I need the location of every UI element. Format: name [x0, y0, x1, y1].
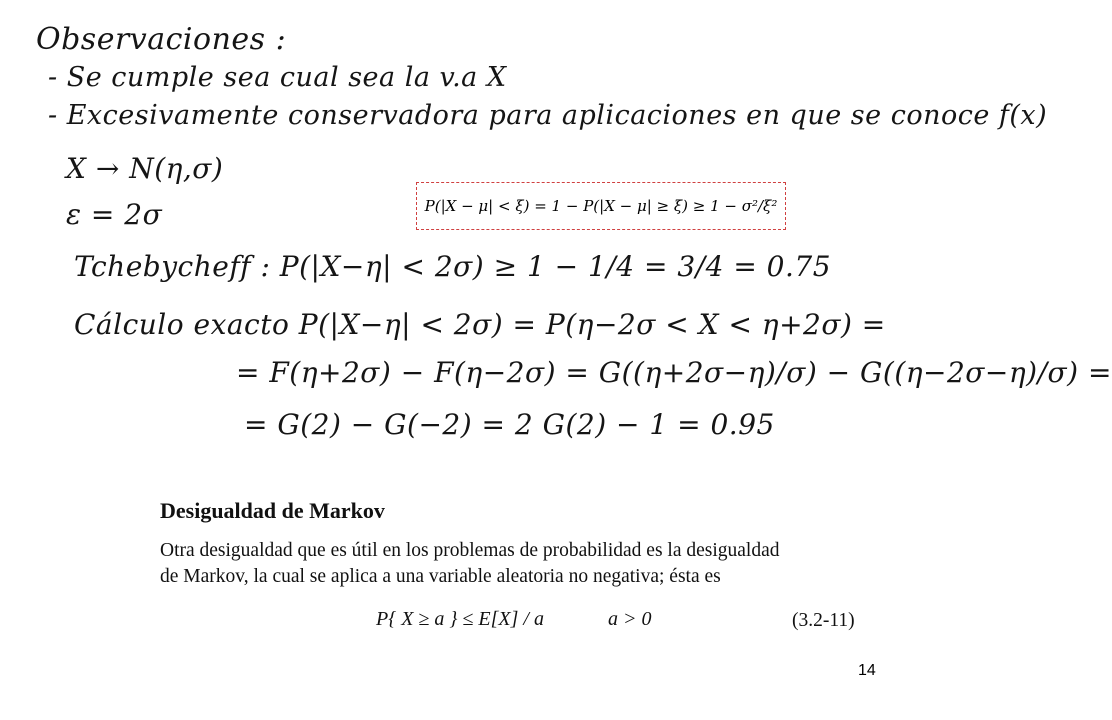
section-heading: Desigualdad de Markov	[160, 498, 385, 523]
equation-number: (3.2-11)	[792, 610, 855, 631]
distribution-note: X → N(η,σ)	[66, 152, 224, 185]
exact-calculation-line-3: = G(2) − G(−2) = 2 G(2) − 1 = 0.95	[244, 408, 775, 441]
exact-calculation-line-1: Cálculo exacto P(|X−η| < 2σ) = P(η−2σ < X < η+2σ) =	[74, 308, 886, 341]
chebyshev-formula-box	[416, 182, 786, 230]
markov-condition: a > 0	[608, 608, 652, 630]
markov-inequality: P{ X ≥ a } ≤ E[X] / a	[376, 608, 544, 630]
page-number: 14	[858, 662, 876, 679]
chebyshev-bound: Tchebycheff : P(|X−η| < 2σ) ≥ 1 − 1/4 = 3/4 = 0.75	[74, 250, 832, 283]
observation-item-1: - Se cumple sea cual sea la v.a X	[48, 62, 507, 93]
epsilon-note: ε = 2σ	[66, 198, 163, 231]
excerpt-line-1: Otra desigualdad que es útil en los problemas de probabilidad es la desigualdad	[160, 540, 780, 561]
exact-calculation-line-2: = F(η+2σ) − F(η−2σ) = G((η+2σ−η)/σ) − G((η−2σ−η)/σ) =	[236, 356, 1112, 389]
chebyshev-formula: P(|X − μ| < ξ) = 1 − P(|X − μ| ≥ ξ) ≥ 1 − σ²/ξ²	[424, 197, 778, 215]
observation-item-2: - Excesivamente conservadora para aplicaciones en que se conoce f(x)	[48, 100, 1048, 131]
observations-title: Observaciones :	[36, 22, 287, 57]
excerpt-line-2: de Markov, la cual se aplica a una variable aleatoria no negativa; ésta es	[160, 566, 721, 587]
